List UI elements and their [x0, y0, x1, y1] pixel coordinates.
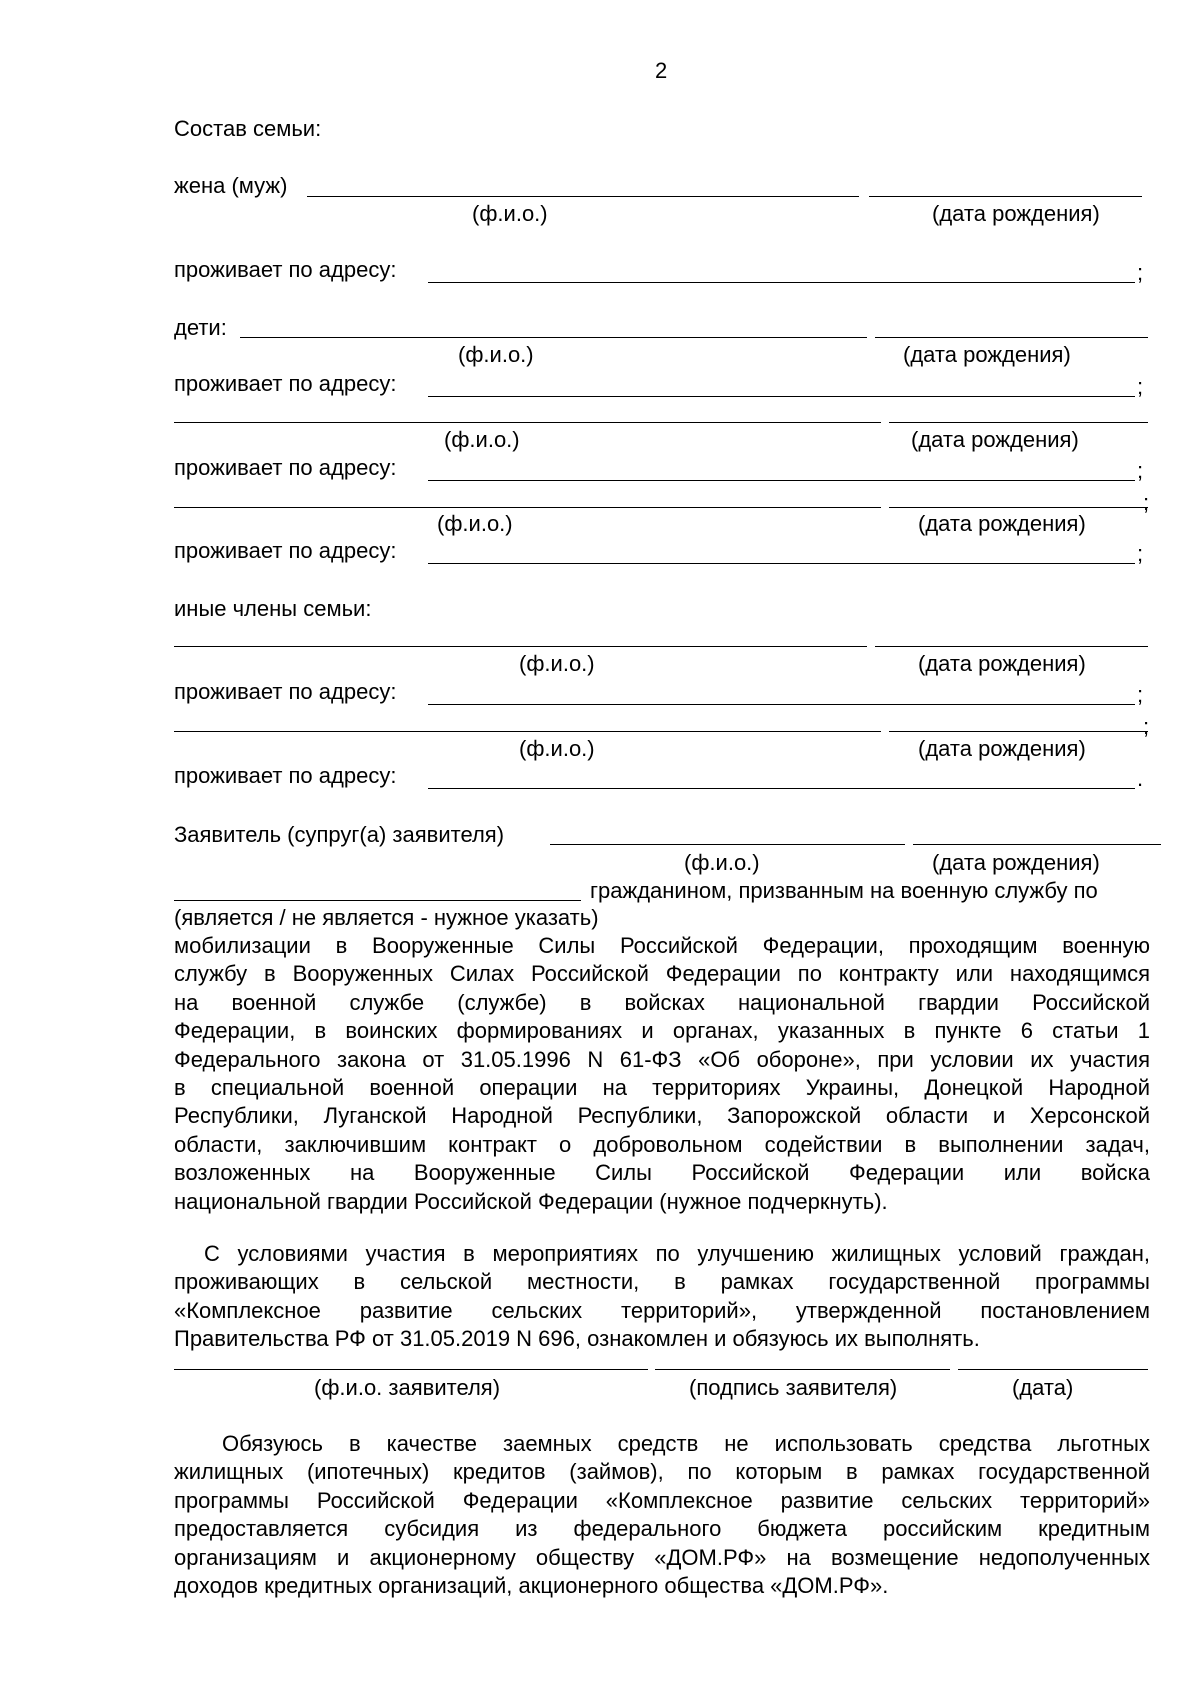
other1-address-field[interactable]: [428, 704, 1135, 705]
applicant-fio-signature-field[interactable]: [174, 1369, 648, 1370]
signature-date-field[interactable]: [958, 1369, 1148, 1370]
spouse-fio-caption: (ф.и.о.): [472, 201, 548, 226]
child3-address-field[interactable]: [428, 563, 1135, 564]
child3-address-label: проживает по адресу:: [174, 538, 397, 563]
applicant-fio-caption: (ф.и.о.): [684, 850, 760, 875]
other1-dob-field[interactable]: [875, 646, 1148, 647]
paragraph-line: области, заключившим контракт о добровольном содействии в выполнении задач,: [174, 1131, 1150, 1157]
other2-fio-field[interactable]: [174, 731, 881, 732]
other-members-label: иные члены семьи:: [174, 596, 372, 621]
child2-dob-caption: (дата рождения): [911, 427, 1079, 452]
semicolon: ;: [1137, 374, 1144, 399]
child3-fio-caption: (ф.и.о.): [437, 511, 513, 536]
is-or-not-field[interactable]: [174, 900, 581, 901]
paragraph-line: проживающих в сельской местности, в рамках государственной программы: [174, 1269, 1150, 1295]
paragraph-line: жилищных (ипотечных) кредитов (займов), по которым в рамках государственной: [174, 1459, 1150, 1485]
spouse-address-label: проживает по адресу:: [174, 257, 397, 282]
child2-fio-field[interactable]: [174, 422, 881, 423]
semicolon: ;: [1137, 458, 1144, 483]
child2-address-field[interactable]: [428, 480, 1135, 481]
paragraph-line: мобилизации в Вооруженные Силы Российской Федерации, проходящим военную: [174, 933, 1150, 958]
child3-dob-field[interactable]: [889, 507, 1148, 508]
semicolon: ;: [1137, 260, 1144, 285]
children-label: дети:: [174, 315, 227, 340]
signature-fio-caption: (ф.и.о. заявителя): [314, 1375, 501, 1400]
mobilized-tail: гражданином, призванным на военную службу по: [590, 878, 1098, 903]
period: .: [1137, 766, 1144, 791]
other2-dob-caption: (дата рождения): [918, 736, 1086, 761]
paragraph-line: Республики, Луганской Народной Республики, Запорожской области и Херсонской: [174, 1103, 1150, 1129]
obligation-paragraph: [174, 1430, 1150, 1600]
child3-fio-field[interactable]: [174, 507, 881, 508]
other1-address-label: проживает по адресу:: [174, 679, 397, 704]
child2-fio-caption: (ф.и.о.): [444, 427, 520, 452]
page-number: 2: [655, 58, 668, 83]
child2-address-label: проживает по адресу:: [174, 455, 397, 480]
paragraph-line: предоставляется субсидия из федерального бюджета российским кредитным: [174, 1516, 1150, 1542]
child1-address-field[interactable]: [428, 396, 1135, 397]
spouse-label: жена (муж): [174, 173, 288, 198]
child1-address-label: проживает по адресу:: [174, 371, 397, 396]
applicant-dob-field[interactable]: [913, 844, 1161, 845]
paragraph-line: программы Российской Федерации «Комплексное развитие сельских территорий»: [174, 1487, 1150, 1513]
child1-dob-caption: (дата рождения): [903, 342, 1071, 367]
semicolon: ;: [1143, 714, 1150, 739]
other2-address-field[interactable]: [428, 788, 1135, 789]
semicolon: ;: [1143, 490, 1150, 515]
paragraph-line: доходов кредитных организаций, акционерного общества «ДОМ.РФ».: [174, 1572, 889, 1598]
military-paragraph: [174, 932, 1150, 1216]
applicant-label: Заявитель (супруг(а) заявителя): [174, 822, 505, 847]
applicant-fio-field[interactable]: [550, 844, 905, 845]
other1-dob-caption: (дата рождения): [918, 651, 1086, 676]
conditions-paragraph: [174, 1240, 1150, 1354]
child2-dob-field[interactable]: [889, 422, 1148, 423]
semicolon: ;: [1137, 682, 1144, 707]
applicant-signature-field[interactable]: [655, 1369, 950, 1370]
applicant-dob-caption: (дата рождения): [932, 850, 1100, 875]
spouse-fio-field[interactable]: [307, 196, 859, 197]
paragraph-line: на военной службе (службе) в войсках национальной гвардии Российской: [174, 989, 1150, 1015]
is-or-not-caption: (является / не является - нужное указать): [174, 905, 599, 930]
family-heading: Состав семьи:: [174, 116, 322, 141]
other1-fio-caption: (ф.и.о.): [519, 651, 595, 676]
paragraph-line: службу в Вооруженных Силах Российской Федерации по контракту или находящимся: [174, 961, 1150, 987]
spouse-address-field[interactable]: [428, 282, 1135, 283]
child1-fio-caption: (ф.и.о.): [458, 342, 534, 367]
paragraph-line: «Комплексное развитие сельских территорий», утвержденной постановлением: [174, 1297, 1150, 1323]
other2-fio-caption: (ф.и.о.): [519, 736, 595, 761]
paragraph-line: организациям и акционерному обществу «ДОМ.РФ» на возмещение недополученных: [174, 1544, 1150, 1570]
other2-dob-field[interactable]: [889, 731, 1148, 732]
paragraph-line: Правительства РФ от 31.05.2019 N 696, ознакомлен и обязуюсь их выполнять.: [174, 1326, 980, 1352]
semicolon: ;: [1137, 541, 1144, 566]
spouse-dob-field[interactable]: [869, 196, 1142, 197]
other1-fio-field[interactable]: [174, 646, 867, 647]
signature-date-caption: (дата): [1012, 1375, 1074, 1400]
signature-caption: (подпись заявителя): [689, 1375, 898, 1400]
spouse-dob-caption: (дата рождения): [932, 201, 1100, 226]
child3-dob-caption: (дата рождения): [918, 511, 1086, 536]
child1-dob-field[interactable]: [875, 337, 1148, 338]
paragraph-line: Федерального закона от 31.05.1996 N 61-ФЗ «Об обороне», при условии их участия: [174, 1046, 1150, 1072]
paragraph-line: национальной гвардии Российской Федерации (нужное подчеркнуть).: [174, 1188, 888, 1214]
paragraph-line: С условиями участия в мероприятиях по улучшению жилищных условий граждан,: [204, 1241, 1150, 1266]
paragraph-line: Обязуюсь в качестве заемных средств не использовать средства льготных: [222, 1431, 1150, 1456]
other2-address-label: проживает по адресу:: [174, 763, 397, 788]
child1-fio-field[interactable]: [240, 337, 867, 338]
paragraph-line: в специальной военной операции на территориях Украины, Донецкой Народной: [174, 1074, 1150, 1100]
paragraph-line: Федерации, в воинских формированиях и органах, указанных в пункте 6 статьи 1: [174, 1018, 1150, 1044]
paragraph-line: возложенных на Вооруженные Силы Российской Федерации или войска: [174, 1160, 1150, 1186]
